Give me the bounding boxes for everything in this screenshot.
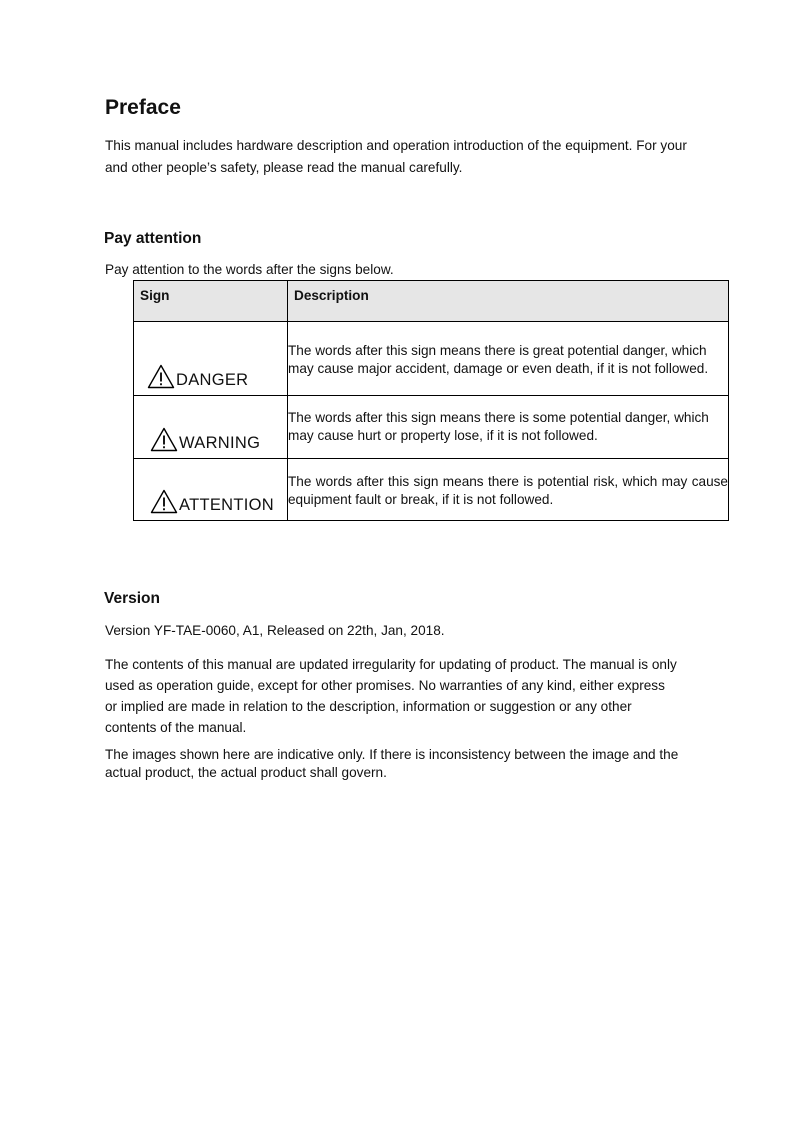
sign-attention <box>150 489 274 514</box>
version-heading: Version <box>104 590 160 607</box>
version-paragraph-2 <box>105 746 715 782</box>
paragraph-line: The images shown here are indicative only. If there is inconsistency between the image and the <box>105 747 679 762</box>
table-row <box>134 396 729 459</box>
version-paragraph-1 <box>105 654 715 738</box>
version-line: Version YF-TAE-0060, A1, Released on 22th, Jan, 2018. <box>105 623 445 638</box>
paragraph-line: actual product, the actual product shall govern. <box>105 765 387 780</box>
paragraph-line: or implied are made in relation to the description, information or suggestion or any other <box>105 699 632 714</box>
sign-warning <box>150 427 260 452</box>
sign-cell <box>134 322 288 396</box>
pay-attention-heading: Pay attention <box>104 230 202 247</box>
preface-intro-line: and other people’s safety, please read the manual carefully. <box>105 160 463 175</box>
table-header-sign: Sign <box>134 281 288 322</box>
description-cell: The words after this sign means there is potential risk, which may cause equipment fault or break, if it is not followed. <box>288 459 729 521</box>
description-cell: The words after this sign means there is some potential danger, which may cause hurt or property lose, if it is not followed. <box>288 396 729 459</box>
warning-triangle-icon <box>150 489 178 514</box>
pay-attention-note: Pay attention to the words after the signs below. <box>105 262 394 277</box>
sign-label: ATTENTION <box>179 496 274 514</box>
warning-triangle-icon <box>150 427 178 452</box>
sign-cell <box>134 396 288 459</box>
signs-table <box>133 280 729 521</box>
table-header-row <box>134 281 729 322</box>
table-row <box>134 322 729 396</box>
table-row <box>134 459 729 521</box>
sign-danger <box>147 364 248 389</box>
warning-triangle-icon <box>147 364 175 389</box>
description-cell: The words after this sign means there is great potential danger, which may cause major accident, damage or even death, if it is not followed. <box>288 322 729 396</box>
page-title: Preface <box>105 96 181 119</box>
preface-intro <box>105 135 715 179</box>
sign-label: DANGER <box>176 371 249 389</box>
sign-label: WARNING <box>179 434 261 452</box>
paragraph-line: The contents of this manual are updated irregularity for updating of product. The manual is only <box>105 657 677 672</box>
sign-cell <box>134 459 288 521</box>
paragraph-line: used as operation guide, except for other promises. No warranties of any kind, either express <box>105 678 665 693</box>
paragraph-line: contents of the manual. <box>105 720 247 735</box>
table-header-description: Description <box>288 281 729 322</box>
preface-intro-line: This manual includes hardware description and operation introduction of the equipment. For your <box>105 138 687 153</box>
